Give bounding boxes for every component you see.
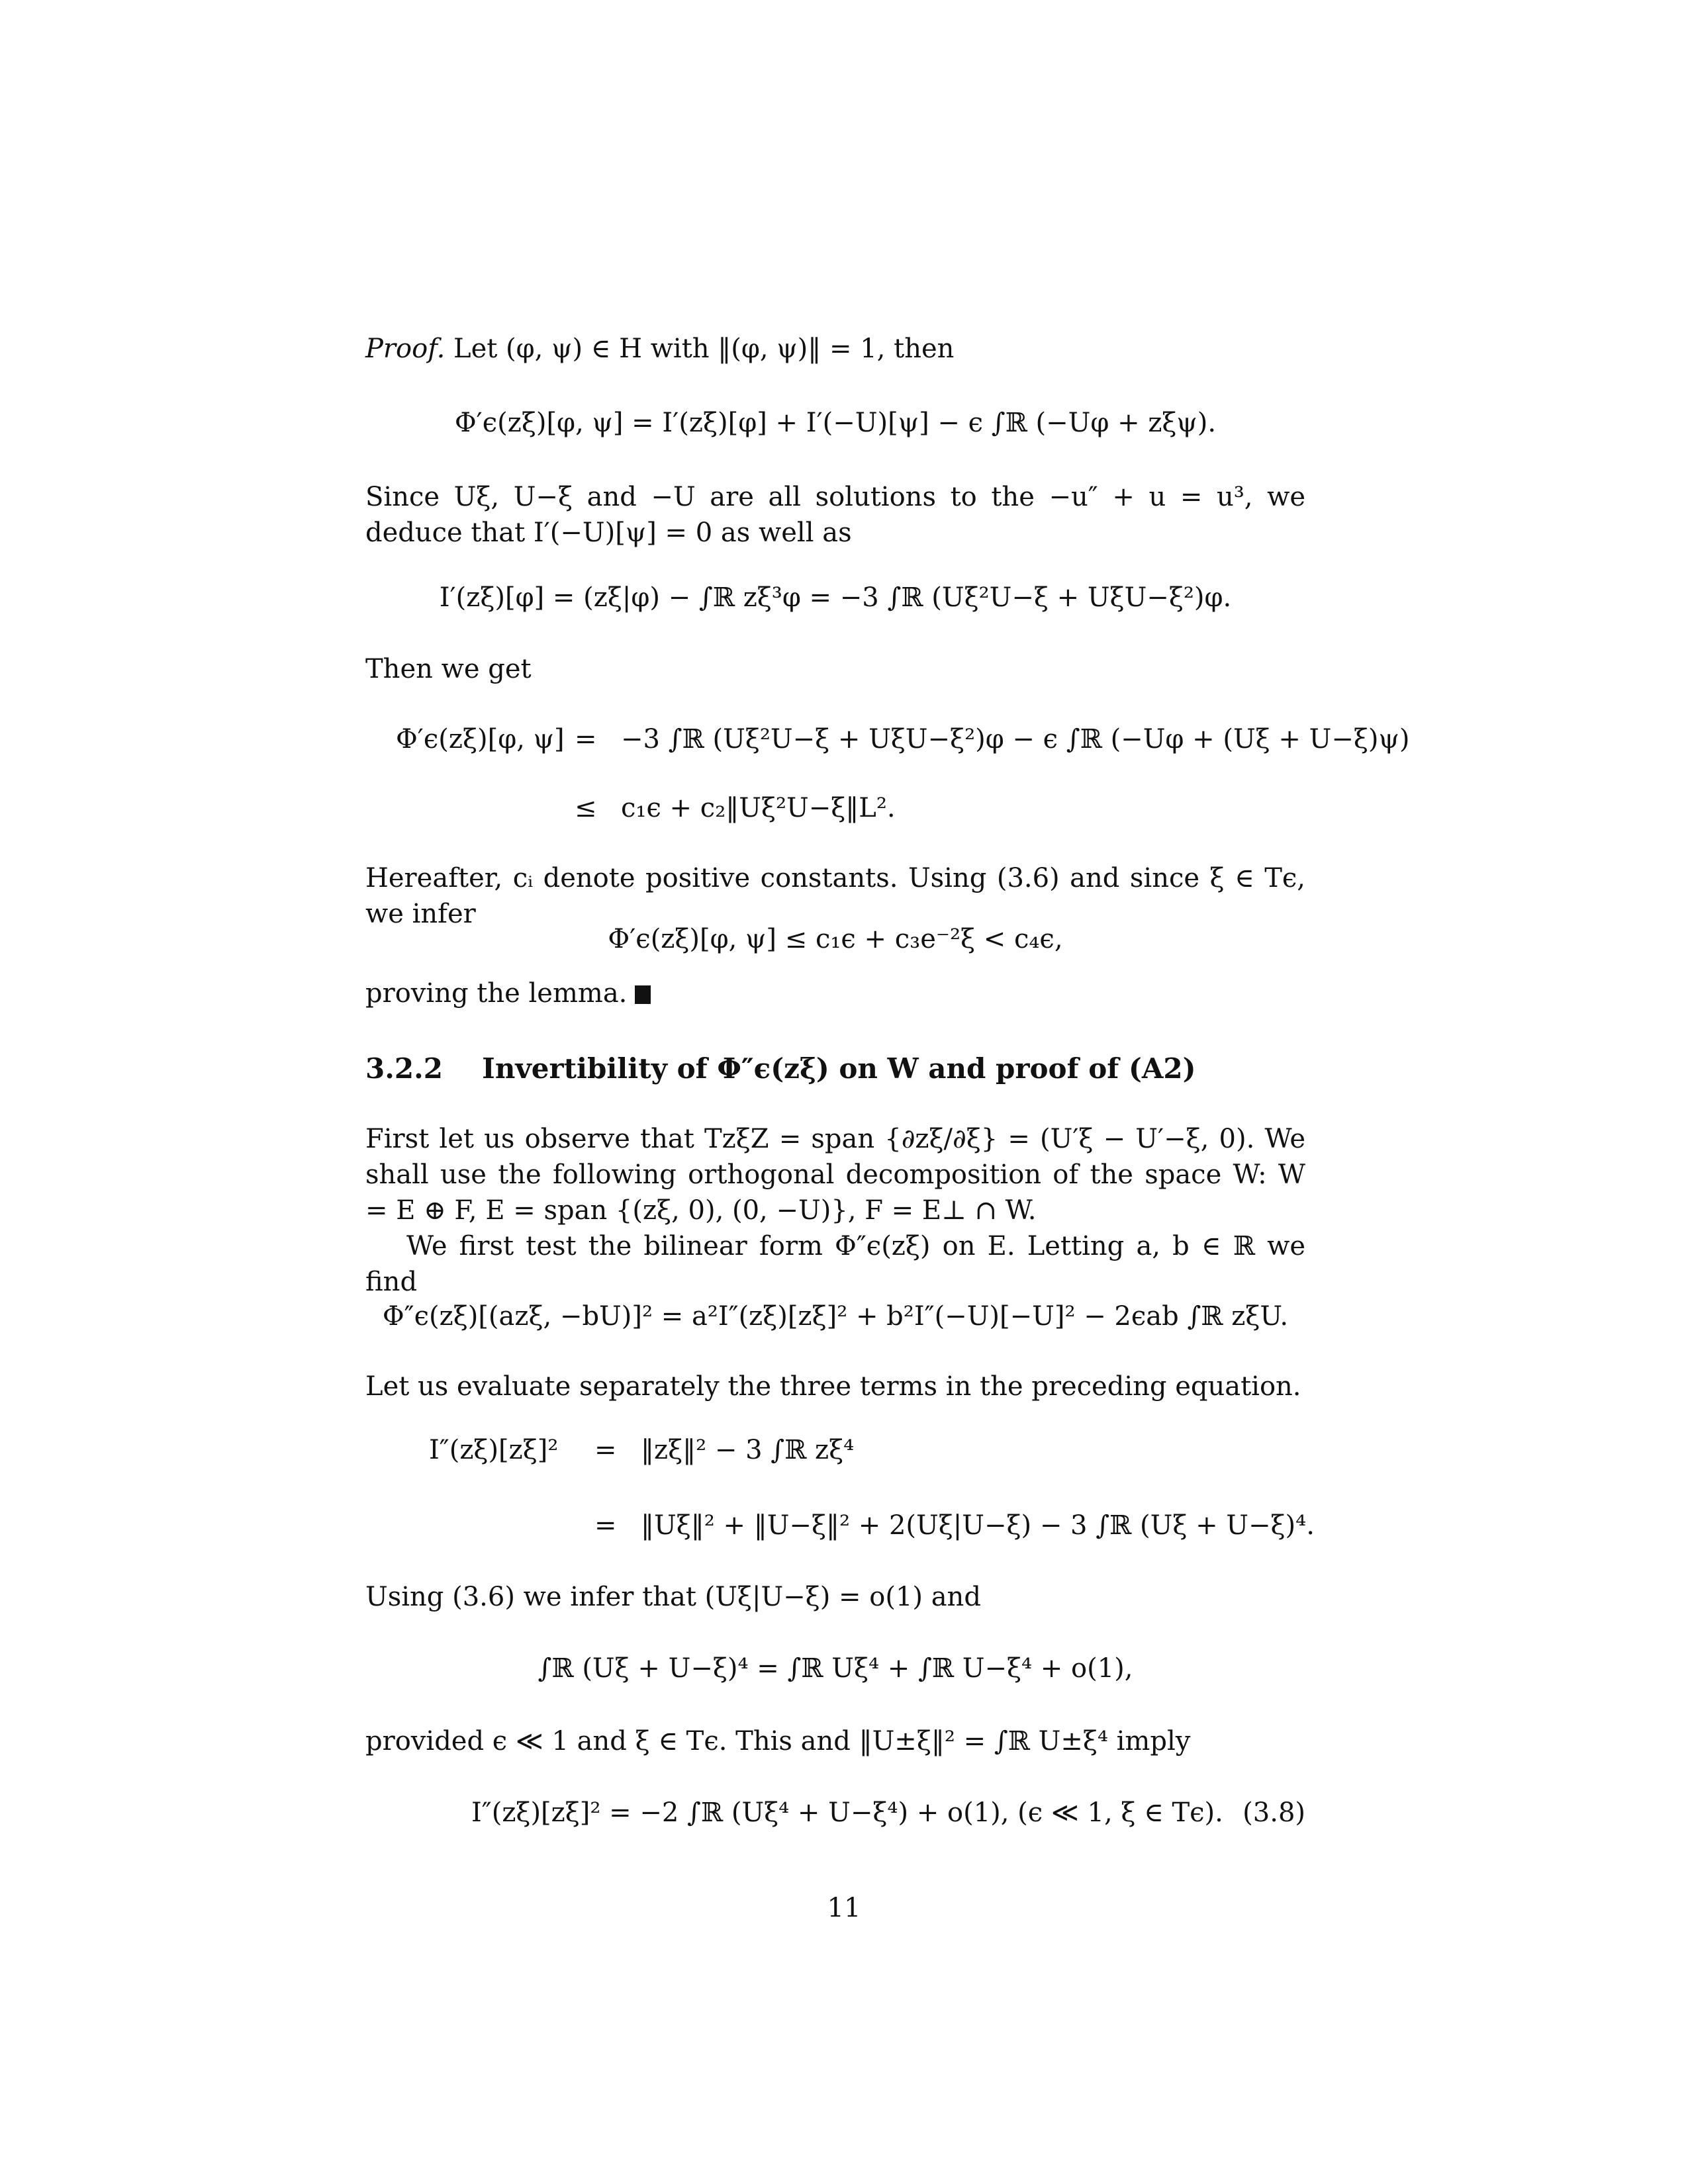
paragraph-first: First let us observe that TzξZ = span {∂zξ/∂ξ} = (U′ξ − U′−ξ, 0). We shall use the following orthogonal decomposition of the space W: W = E ⊕ F, E = span {(zξ, 0), (0, −U)}, F = E⊥ ∩ W.: [365, 1124, 1305, 1226]
paragraph-evaluate: Let us evaluate separately the three terms in the preceding equation.: [365, 1371, 1301, 1402]
equation-phi-expand-rel2: ≤: [575, 793, 597, 823]
paragraph-using: Using (3.6) we infer that (Uξ|U−ξ) = o(1) and: [365, 1582, 981, 1612]
qed-square-icon: [635, 985, 651, 1004]
equation-I-prime: I′(zξ)[φ] = (zξ|φ) − ∫ℝ zξ³φ = −3 ∫ℝ (Uξ²U−ξ + UξU−ξ²)φ.: [439, 582, 1232, 613]
proving-text: proving the lemma.: [365, 978, 628, 1009]
equation-phi-prime: Φ′ϵ(zξ)[φ, ψ] = I′(zξ)[φ] + I′(−U)[ψ] − ϵ ∫ℝ (−Uφ + zξψ).: [454, 408, 1217, 438]
equation-I-second-rel1: =: [594, 1435, 617, 1465]
equation-phi-expand-rel1: =: [575, 724, 597, 754]
proof-label: Proof.: [365, 334, 445, 364]
equation-phi-expand-rhs1: −3 ∫ℝ (Uξ²U−ξ + UξU−ξ²)φ − ϵ ∫ℝ (−Uφ + (Uξ + U−ξ)ψ): [621, 724, 1410, 754]
proof-intro: [365, 331, 954, 367]
section-title: Invertibility of Φ″ϵ(zξ) on W and proof of (A2): [482, 1052, 1196, 1085]
equation-bilinear: Φ″ϵ(zξ)[(azξ, −bU)]² = a²I″(zξ)[zξ]² + b²I″(−U)[−U]² − 2ϵab ∫ℝ zξU.: [382, 1301, 1289, 1332]
equation-phi-expand-lhs: Φ′ϵ(zξ)[φ, ψ]: [396, 724, 565, 754]
equation-I-second-rel2: =: [594, 1510, 617, 1541]
equation-I-second-rhs2: ‖Uξ‖² + ‖U−ξ‖² + 2(Uξ|U−ξ) − 3 ∫ℝ (Uξ + U−ξ)⁴.: [641, 1510, 1315, 1541]
paragraph-then: Then we get: [365, 654, 532, 684]
paragraph-proving: [365, 976, 651, 1011]
equation-phi-expand-rhs2: c₁ϵ + c₂‖Uξ²U−ξ‖L².: [621, 793, 896, 823]
equation-3-8-number: (3.8): [1243, 1797, 1305, 1828]
section-number: 3.2.2: [365, 1052, 443, 1085]
equation-3-8-body: I″(zξ)[zξ]² = −2 ∫ℝ (Uξ⁴ + U−ξ⁴) + o(1), (ϵ ≪ 1, ξ ∈ Tϵ).: [471, 1797, 1223, 1828]
section-heading: [365, 1052, 1196, 1085]
paragraph-hereafter: Hereafter, cᵢ denote positive constants. Using (3.6) and since ξ ∈ Tϵ, we infer: [365, 863, 1305, 929]
equation-I-second-lhs: I″(zξ)[zξ]²: [429, 1435, 559, 1465]
equation-bound: Φ′ϵ(zξ)[φ, ψ] ≤ c₁ϵ + c₃e⁻²ξ < c₄ϵ,: [608, 924, 1063, 954]
paragraph-test: We first test the bilinear form Φ″ϵ(zξ) on E. Letting a, b ∈ ℝ we find: [365, 1231, 1305, 1297]
proof-intro-text: Let (φ, ψ) ∈ H with ‖(φ, ψ)‖ = 1, then: [453, 334, 955, 364]
paragraph-provided: provided ϵ ≪ 1 and ξ ∈ Tϵ. This and ‖U±ξ‖² = ∫ℝ U±ξ⁴ imply: [365, 1726, 1191, 1756]
equation-I-second-rhs1: ‖zξ‖² − 3 ∫ℝ zξ⁴: [641, 1435, 855, 1465]
equation-integral: ∫ℝ (Uξ + U−ξ)⁴ = ∫ℝ Uξ⁴ + ∫ℝ U−ξ⁴ + o(1),: [538, 1653, 1133, 1684]
page-number: 11: [827, 1893, 861, 1923]
paragraph-since: Since Uξ, U−ξ and −U are all solutions to the −u″ + u = u³, we deduce that I′(−U)[ψ] = 0 as well as: [365, 482, 1305, 548]
